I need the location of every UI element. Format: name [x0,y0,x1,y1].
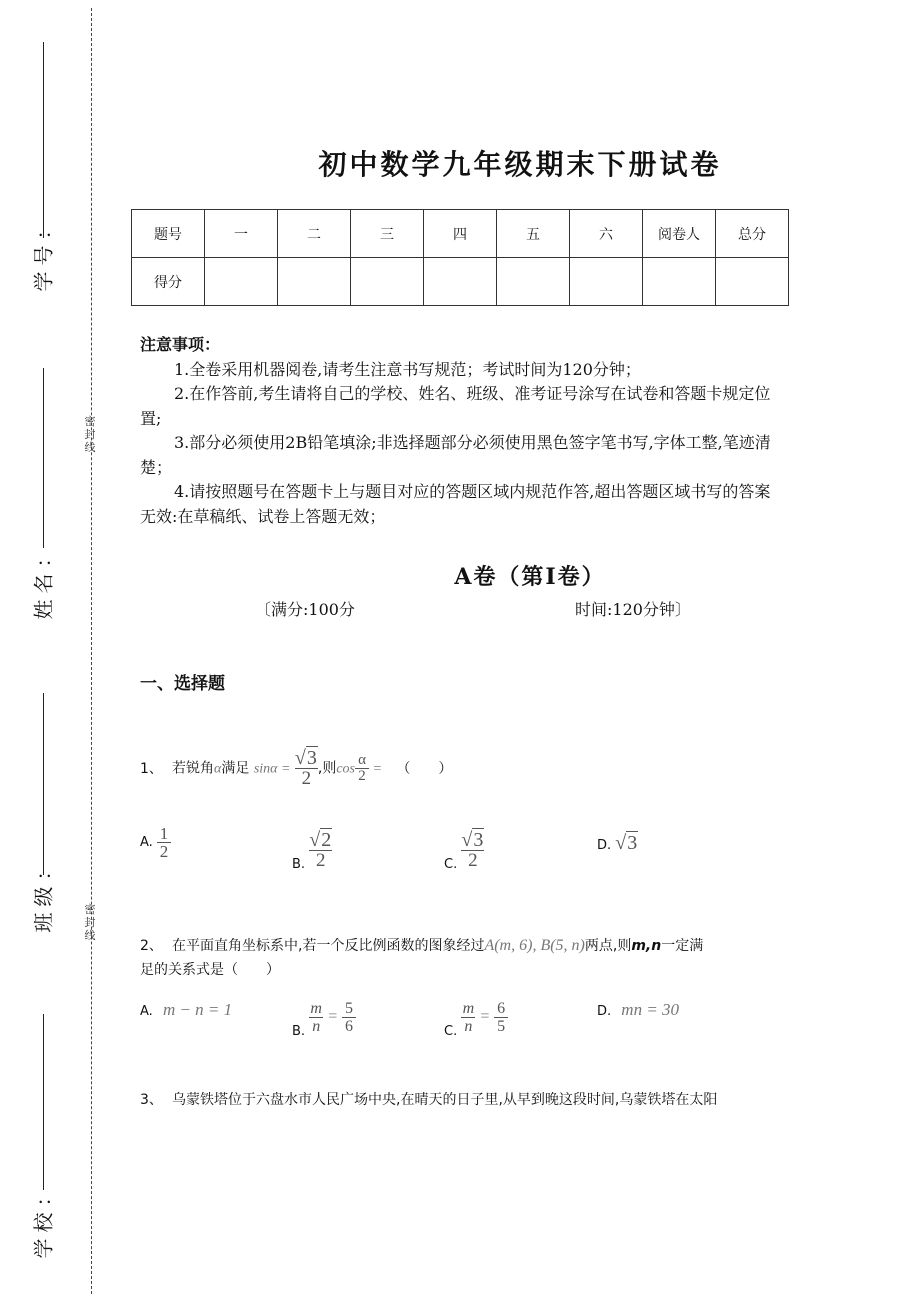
option-fraction-value [342,1000,356,1035]
score-cell[interactable] [205,258,278,306]
header-cell: 四 [424,210,497,258]
seal-text-upper: 密封线 [84,415,96,454]
option-label: D. [597,1004,612,1019]
header-cell: 阅卷人 [643,210,716,258]
numerator: 1 [159,824,169,843]
score-cell[interactable] [278,258,351,306]
question-text: 两点,则 [584,938,632,954]
score-table-header-row [132,210,789,258]
exam-time: 时间:120分钟〕 [575,600,691,619]
option-b[interactable]: B. $\frac{m}{n}$ = $\frac{5}{6}$ [292,1000,356,1035]
option-label: D. [597,838,612,853]
notes-heading: 注意事项： [140,335,221,354]
student-id-line [43,42,44,238]
option-label: B. [292,857,306,872]
option-b[interactable] [292,830,332,871]
question-text: 足的关系式是（ ） [140,962,280,978]
header-cell: 五 [497,210,570,258]
sin-expression: sinα = [253,761,291,777]
denominator: n [309,1017,323,1035]
question-text: ,则 [317,760,337,777]
denominator: 6 [342,1017,356,1035]
volume-title: A卷（第Ⅰ卷） [454,564,606,590]
name-label: 姓名： [31,541,56,620]
option-label: A. [140,835,153,850]
score-cell[interactable] [643,258,716,306]
notes-item: 2.在作答前,考生请将自己的学校、姓名、班级、准考证号涂写在试卷和答题卡规定位置; [140,384,771,428]
numerator: 5 [345,1000,353,1017]
radicand: 2 [321,829,332,851]
question-number: 1、 [140,760,163,777]
option-expression: m − n = 1 [162,1000,233,1019]
option-fraction [309,1000,323,1035]
radicand: 3 [473,829,484,851]
question-3 [140,1089,717,1109]
option-expression: mn = 30 [621,1000,680,1019]
header-cell: 二 [278,210,351,258]
question-text: 满足 [221,760,250,777]
option-fraction [157,825,171,860]
denominator: 2 [157,842,171,860]
header-cell: 总分 [716,210,789,258]
numerator: m [310,1000,322,1017]
option-a[interactable] [140,1000,232,1020]
score-row-label: 得分 [132,258,205,306]
notes-item: 4.请按照题号在答题卡上与题目对应的答题区域内规范作答,超出答题区域书写的答案无效:在草稿纸、试卷上答题无效； [140,482,771,526]
option-label: B. [292,1024,306,1039]
class-label: 班级： [31,854,56,933]
option-label: C. [444,857,458,872]
notes-block [140,333,785,529]
seal-text-lower: 密封线 [84,903,96,942]
denominator: n [461,1017,475,1035]
name-line [43,368,44,548]
option-a[interactable] [140,825,171,860]
header-cell: 六 [570,210,643,258]
alpha-over-2-fraction: $\frac{\alpha}{2}$ [355,753,369,784]
notes-item: 1.全卷采用机器阅卷,请考生注意书写规范；考试时间为120分钟； [174,359,641,379]
question-2 [140,934,780,982]
option-label: C. [444,1024,458,1039]
score-cell[interactable] [497,258,570,306]
answer-brackets: （ ） [396,760,453,777]
page-title: 初中数学九年级期末下册试卷 [318,148,722,181]
numerator: 6 [497,1000,506,1017]
radicand: 3 [627,832,638,854]
header-cell: 题号 [132,210,205,258]
question-number: 2、 [140,938,163,954]
question-text: 在平面直角坐标系中,若一个反比例函数的图象经过 [172,938,485,954]
score-table-score-row [132,258,789,306]
denominator: 5 [494,1017,508,1035]
question-text: 乌蒙铁塔位于六盘水市人民广场中央,在晴天的日子里,从早到晚这段时间,乌蒙铁塔在太阳 [172,1092,718,1108]
score-cell[interactable] [351,258,424,306]
option-label: A. [140,1004,153,1019]
full-score: 〔满分:100分 [255,600,355,619]
score-cell[interactable] [716,258,789,306]
question-1: 1、 若锐角α满足 sinα = $\frac{√3}{2}$ ,则cos $\frac{\alpha}{2}$ = （ ） [140,747,453,789]
question-text: 若锐角 [172,760,214,777]
option-fraction-value [494,1000,508,1035]
cos-expression: cos [336,761,356,777]
school-label: 学校： [31,1180,56,1259]
numerator: m [462,1000,475,1017]
school-line [43,1014,44,1190]
option-fraction [461,1000,475,1035]
header-cell: 一 [205,210,278,258]
alpha-symbol: α [214,761,222,777]
binding-dashed-line [91,8,92,1294]
option-fraction: $\frac{√2}{2}$ [309,829,332,871]
student-id-label: 学号： [31,213,56,292]
score-cell[interactable] [424,258,497,306]
class-line [43,693,44,875]
option-d[interactable] [597,1000,679,1020]
option-d[interactable] [597,832,638,855]
denominator: 2 [309,850,332,871]
sqrt3-over-2-fraction: $\frac{√3}{2}$ [294,747,317,789]
points-expression: A(m, 6), B(5, n) [484,937,585,954]
option-c[interactable] [444,830,484,871]
score-cell[interactable] [570,258,643,306]
denominator: 2 [461,850,484,871]
variables: m,n [631,938,662,954]
option-c[interactable]: C. $\frac{m}{n}$ = $\frac{6}{5}$ [444,1000,508,1035]
option-fraction: $\frac{√3}{2}$ [461,829,484,871]
header-cell: 三 [351,210,424,258]
notes-item: 3.部分必须使用2B铅笔填涂;非选择题部分必须使用黑色签字笔书写,字体工整,笔迹清楚； [140,433,771,477]
score-table [131,209,789,306]
option-sqrt: √3 [615,832,638,854]
question-text: 一定满 [661,938,704,954]
question-number: 3、 [140,1092,163,1108]
section-heading: 一、选择题 [140,674,225,694]
